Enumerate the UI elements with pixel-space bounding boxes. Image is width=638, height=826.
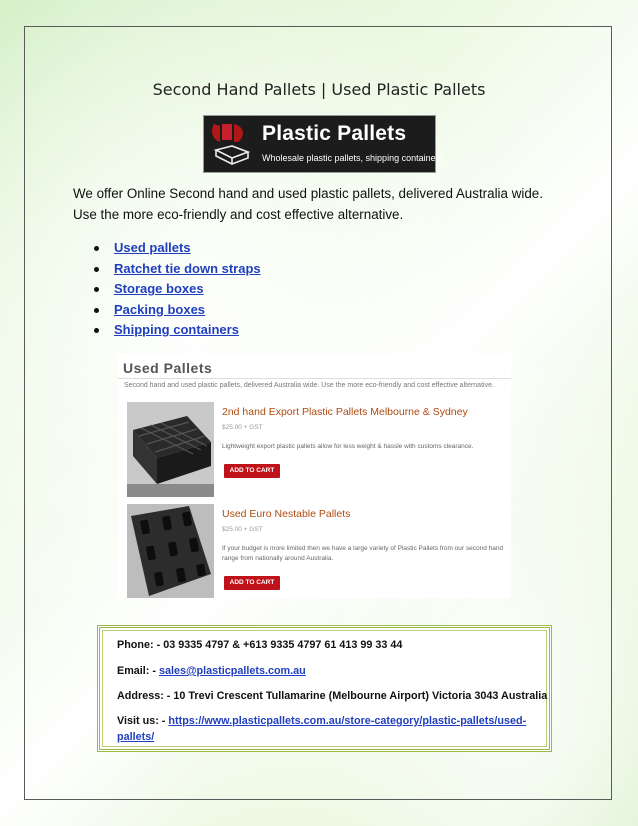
- packing-boxes-link[interactable]: Packing boxes: [114, 301, 206, 317]
- pallet-logo-icon: [208, 120, 254, 170]
- phone-line: [117, 639, 402, 651]
- address-label: Address: -: [117, 690, 171, 702]
- screenshot-heading: Used Pallets: [123, 360, 213, 376]
- used-pallets-link[interactable]: Used pallets: [114, 240, 191, 255]
- phone-label: Phone: -: [117, 639, 161, 651]
- add-to-cart-button[interactable]: ADD TO CART: [224, 576, 280, 590]
- product-description: Lightweight export plastic pallets allow for less weight & hassle with customs clearance.: [222, 443, 474, 450]
- ratchet-straps-link[interactable]: Ratchet tie down straps: [114, 260, 261, 276]
- used-pallets-screenshot: [118, 354, 511, 598]
- euro-pallet-image: [127, 504, 214, 598]
- email-label: Email: -: [117, 665, 156, 677]
- address-text: 10 Trevi Crescent Tullamarine (Melbourne Airport) Victoria 3043 Australia: [173, 690, 548, 702]
- logo-name: Plastic Pallets: [262, 122, 407, 145]
- bullet-icon: [94, 308, 99, 313]
- bullet-icon: [94, 287, 99, 292]
- shipping-containers-link[interactable]: Shipping containers: [114, 322, 239, 337]
- product-card: [118, 504, 511, 598]
- bullet-icon: [94, 328, 99, 333]
- list-item: [92, 302, 261, 323]
- contact-info-box: [97, 625, 552, 752]
- page-title: Second Hand Pallets | Used Plastic Pallets: [152, 80, 486, 99]
- visit-line: [117, 713, 527, 745]
- visit-label: Visit us: -: [117, 715, 166, 727]
- product-card: [118, 402, 511, 502]
- product-price: $25.00 + GST: [222, 526, 263, 533]
- product-title[interactable]: 2nd hand Export Plastic Pallets Melbourne & Sydney: [222, 406, 468, 418]
- add-to-cart-button[interactable]: ADD TO CART: [224, 464, 280, 478]
- product-description: If your budget is more limited then we have a large variety of Plastic Pallets from our second hand range from nationally around Australia.: [222, 545, 504, 562]
- product-title[interactable]: Used Euro Nestable Pallets: [222, 508, 351, 520]
- website-link[interactable]: https://www.plasticpallets.com.au/store-category/plastic-pallets/used-pallets/: [117, 715, 527, 743]
- export-pallet-image: [127, 402, 214, 497]
- category-link-list: [92, 240, 261, 343]
- email-line: [117, 665, 306, 677]
- phone-numbers: 03 9335 4797 & +613 9335 4797 61 413 99 33 44: [163, 639, 403, 651]
- list-item: [92, 261, 261, 282]
- intro-text: [73, 183, 593, 225]
- intro-line-1: We offer Online Second hand and used plastic pallets, delivered Australia wide.: [73, 186, 543, 201]
- screenshot-description: Second hand and used plastic pallets, delivered Australia wide. Use the more eco-friendly and cost effective alternative.: [124, 382, 494, 389]
- bullet-icon: [94, 267, 99, 272]
- plastic-pallets-logo: [203, 115, 446, 173]
- address-line: [117, 690, 547, 702]
- storage-boxes-link[interactable]: Storage boxes: [114, 281, 204, 296]
- divider: [118, 378, 511, 379]
- list-item: [92, 240, 261, 261]
- list-item: [92, 322, 261, 343]
- list-item: [92, 281, 261, 302]
- logo-tagline: Wholesale plastic pallets, shipping containers,: [262, 153, 446, 163]
- product-price: $25.00 + GST: [222, 424, 263, 431]
- intro-line-2: Use the more eco-friendly and cost effective alternative.: [73, 207, 404, 222]
- email-link[interactable]: sales@plasticpallets.com.au: [159, 665, 306, 677]
- bullet-icon: [94, 246, 99, 251]
